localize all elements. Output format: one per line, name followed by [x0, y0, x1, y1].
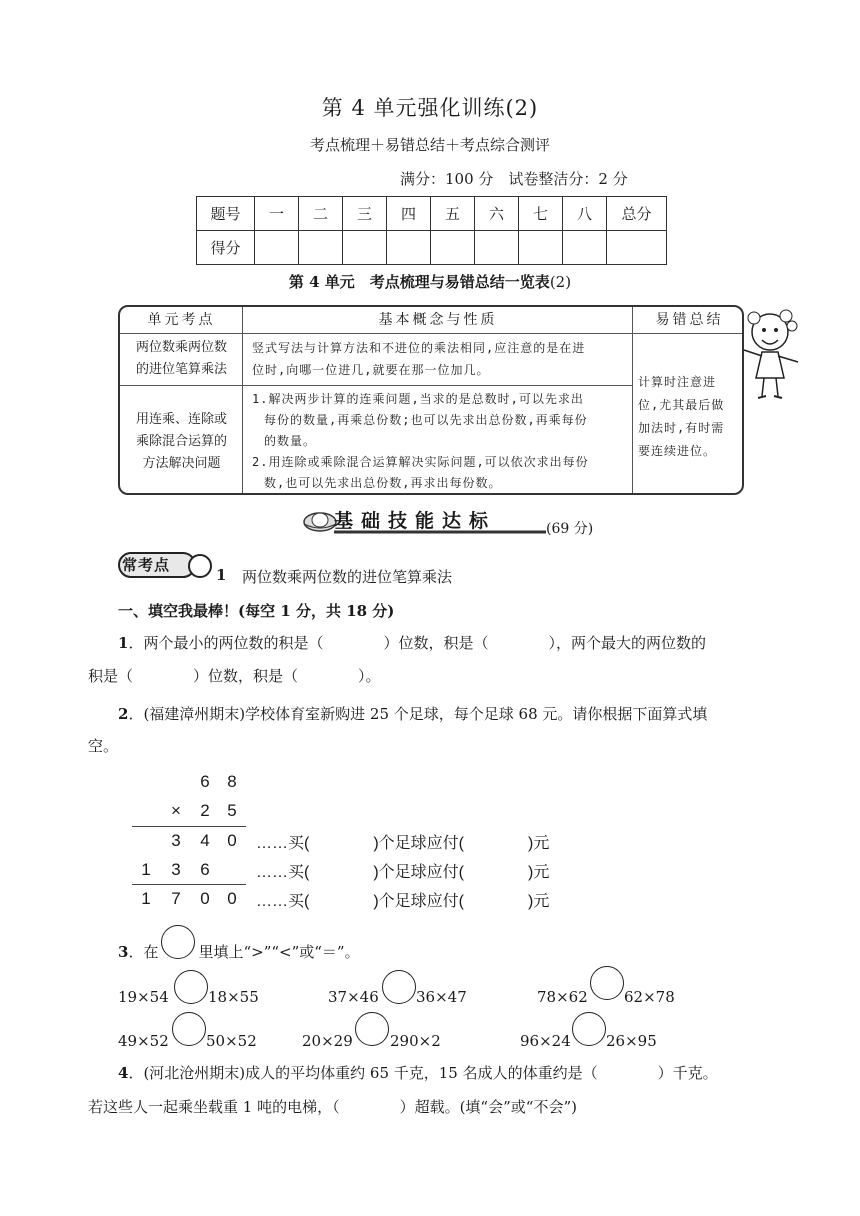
score-table-cell: 五: [431, 197, 475, 231]
summary-title-text: 第 4 单元 考点梳理与易错总结一览表: [288, 273, 550, 291]
digit: 2: [200, 801, 210, 820]
section-title: 一、填空我最棒！(每空 1 分，共 18 分): [118, 602, 395, 620]
page-subtitle: 考点梳理＋易错总结＋考点综合测评: [309, 136, 550, 154]
row-divider: [120, 385, 633, 386]
digit: 1: [141, 889, 151, 908]
question-number: 1: [118, 634, 129, 652]
row1-concept: [252, 337, 630, 381]
digit: 7: [171, 889, 181, 908]
question-number: 2: [118, 705, 129, 723]
question-number: 3: [118, 943, 129, 961]
digit: 3: [171, 860, 181, 879]
compare-circle[interactable]: [590, 966, 624, 1000]
calc-line: [132, 826, 246, 827]
digit: 0: [227, 889, 237, 908]
score-table-cell: 三: [343, 197, 387, 231]
question-text: ．两个最小的两位数的积是（ ）位数，积是（ ），两个最大的两位数的: [128, 634, 706, 652]
question-1-cont: 积是（ ）位数，积是（ ）。: [88, 667, 381, 685]
score-input-cell[interactable]: [431, 231, 475, 265]
score-table-cell: 总分: [607, 197, 667, 231]
banner-title: 基础技能达标: [334, 510, 497, 532]
cartoon-girl-icon: [740, 302, 802, 402]
circle-icon: [161, 925, 195, 959]
row2-concept: [252, 389, 630, 494]
compare-right: 290×2: [390, 1032, 441, 1050]
keypoint-circle-icon: [188, 554, 212, 578]
digit: 6: [200, 860, 210, 879]
fill-in-blank[interactable]: ……买( )个足球应付( )元: [256, 864, 550, 881]
score-input-cell[interactable]: [563, 231, 607, 265]
digit: 0: [200, 889, 210, 908]
score-input-cell[interactable]: [387, 231, 431, 265]
compare-left: 20×29: [302, 1032, 353, 1050]
score-table-cell: 四: [387, 197, 431, 231]
digit: 4: [200, 831, 210, 850]
digit: 1: [141, 860, 151, 879]
score-table-cell: 八: [563, 197, 607, 231]
summary-title-suffix: (2): [549, 273, 572, 291]
compare-left: 37×46: [328, 988, 379, 1006]
times-sign: ×: [171, 801, 181, 820]
header-errors: 易错总结: [655, 312, 724, 328]
score-table-cell: 六: [475, 197, 519, 231]
row2-concept-line: 1.解决两步计算的连乘问题,当求的是总数时,可以先求出: [252, 392, 584, 406]
header-topic: 单元考点: [147, 312, 216, 328]
compare-circle[interactable]: [572, 1012, 606, 1046]
digit: 6: [200, 772, 210, 791]
score-input-cell[interactable]: [255, 231, 299, 265]
question-2-cont: 空。: [88, 737, 119, 755]
page-title: 第 4 单元强化训练(2): [321, 96, 539, 120]
compare-circle[interactable]: [382, 970, 416, 1004]
keypoint-badge-label: 常考点: [122, 556, 171, 574]
digit: 5: [227, 801, 237, 820]
digit: 8: [227, 772, 237, 791]
score-table: [196, 196, 667, 265]
score-table-cell: 二: [299, 197, 343, 231]
row1-topic-line: 的进位笔算乘法: [135, 362, 227, 377]
row2-topic: [120, 409, 243, 475]
concept-summary-table: [118, 305, 744, 495]
compare-left: 78×62: [537, 988, 588, 1006]
score-info: 满分：100 分 试卷整洁分：2 分: [400, 170, 628, 188]
row2-concept-line: 2.用连除或乘除混合运算解决实际问题,可以依次求出每份: [252, 455, 589, 469]
row2-topic-line: 乘除混合运算的: [135, 434, 227, 449]
score-table-score-row: [197, 231, 667, 265]
summary-title: [0, 271, 860, 292]
question-1: [118, 633, 706, 653]
error-summary-line: 计算时注意进: [638, 375, 717, 389]
compare-circle[interactable]: [172, 1012, 206, 1046]
error-summary-line: 位,尤其最后做: [638, 398, 725, 412]
error-summary-line: 要连续进位。: [638, 444, 717, 458]
row1-topic: [120, 337, 243, 381]
error-summary-line: 加法时,有时需: [638, 421, 725, 435]
row2-concept-line: 的数量。: [264, 434, 317, 448]
question-4-cont: 若这些人一起乘坐载重 1 吨的电梯，（ ）超载。(填“会”或“不会”): [88, 1098, 577, 1116]
question-number: 4: [118, 1064, 129, 1082]
question-text: 里填上“>”“<”或“＝”。: [198, 943, 360, 961]
score-input-cell[interactable]: [475, 231, 519, 265]
row2-concept-line: 每份的数量,再乘总份数;也可以先求出总份数,再乘每份: [264, 413, 588, 427]
score-table-cell: 一: [255, 197, 299, 231]
fill-in-blank[interactable]: ……买( )个足球应付( )元: [256, 893, 550, 910]
compare-right: 18×55: [208, 988, 259, 1006]
score-table-cell: 得分: [197, 231, 255, 265]
question-text: ．在: [128, 943, 159, 961]
compare-right: 26×95: [606, 1032, 657, 1050]
row2-topic-line: 方法解决问题: [142, 456, 221, 471]
score-table-header-row: [197, 197, 667, 231]
question-text: ．(福建漳州期末)学校体育室新购进 25 个足球，每个足球 68 元。请你根据下面算式填: [128, 705, 708, 723]
compare-left: 19×54: [118, 988, 169, 1006]
score-input-cell[interactable]: [343, 231, 387, 265]
compare-circle[interactable]: [174, 970, 208, 1004]
question-text: ．(河北沧州期末)成人的平均体重约 65 千克，15 名成人的体重约是（ ）千克。: [128, 1064, 718, 1082]
row1-topic-line: 两位数乘两位数: [135, 340, 227, 355]
score-input-cell[interactable]: [519, 231, 563, 265]
header-concept: 基本概念与性质: [378, 312, 498, 328]
score-input-cell[interactable]: [607, 231, 667, 265]
row1-concept-line: 位时,向哪一位进几,就要在那一位加几。: [252, 363, 490, 377]
compare-left: 96×24: [520, 1032, 571, 1050]
question-3: [118, 942, 360, 962]
score-table-cell: 七: [519, 197, 563, 231]
banner-score: (69 分): [546, 521, 594, 537]
compare-right: 50×52: [206, 1032, 257, 1050]
row2-concept-line: 数,也可以先求出总份数,再求出每份数。: [264, 476, 502, 490]
digit: 3: [171, 831, 181, 850]
calc-line: [132, 884, 246, 885]
error-summary: [638, 371, 744, 463]
compare-right: 62×78: [624, 988, 675, 1006]
header-divider: [120, 333, 742, 334]
compare-right: 36×47: [416, 988, 467, 1006]
score-table-cell: 题号: [197, 197, 255, 231]
question-2: [118, 704, 707, 724]
keypoint-title: 两位数乘两位数的进位笔算乘法: [242, 568, 453, 586]
digit: 0: [227, 831, 237, 850]
question-4: [118, 1063, 718, 1083]
keypoint-number: 1: [216, 566, 227, 584]
row2-topic-line: 用连乘、连除或: [135, 412, 227, 427]
score-input-cell[interactable]: [299, 231, 343, 265]
fill-in-blank[interactable]: ……买( )个足球应付( )元: [256, 835, 550, 852]
compare-left: 49×52: [118, 1032, 169, 1050]
row1-concept-line: 竖式写法与计算方法和不进位的乘法相同,应注意的是在进: [252, 341, 586, 355]
compare-circle[interactable]: [355, 1012, 389, 1046]
